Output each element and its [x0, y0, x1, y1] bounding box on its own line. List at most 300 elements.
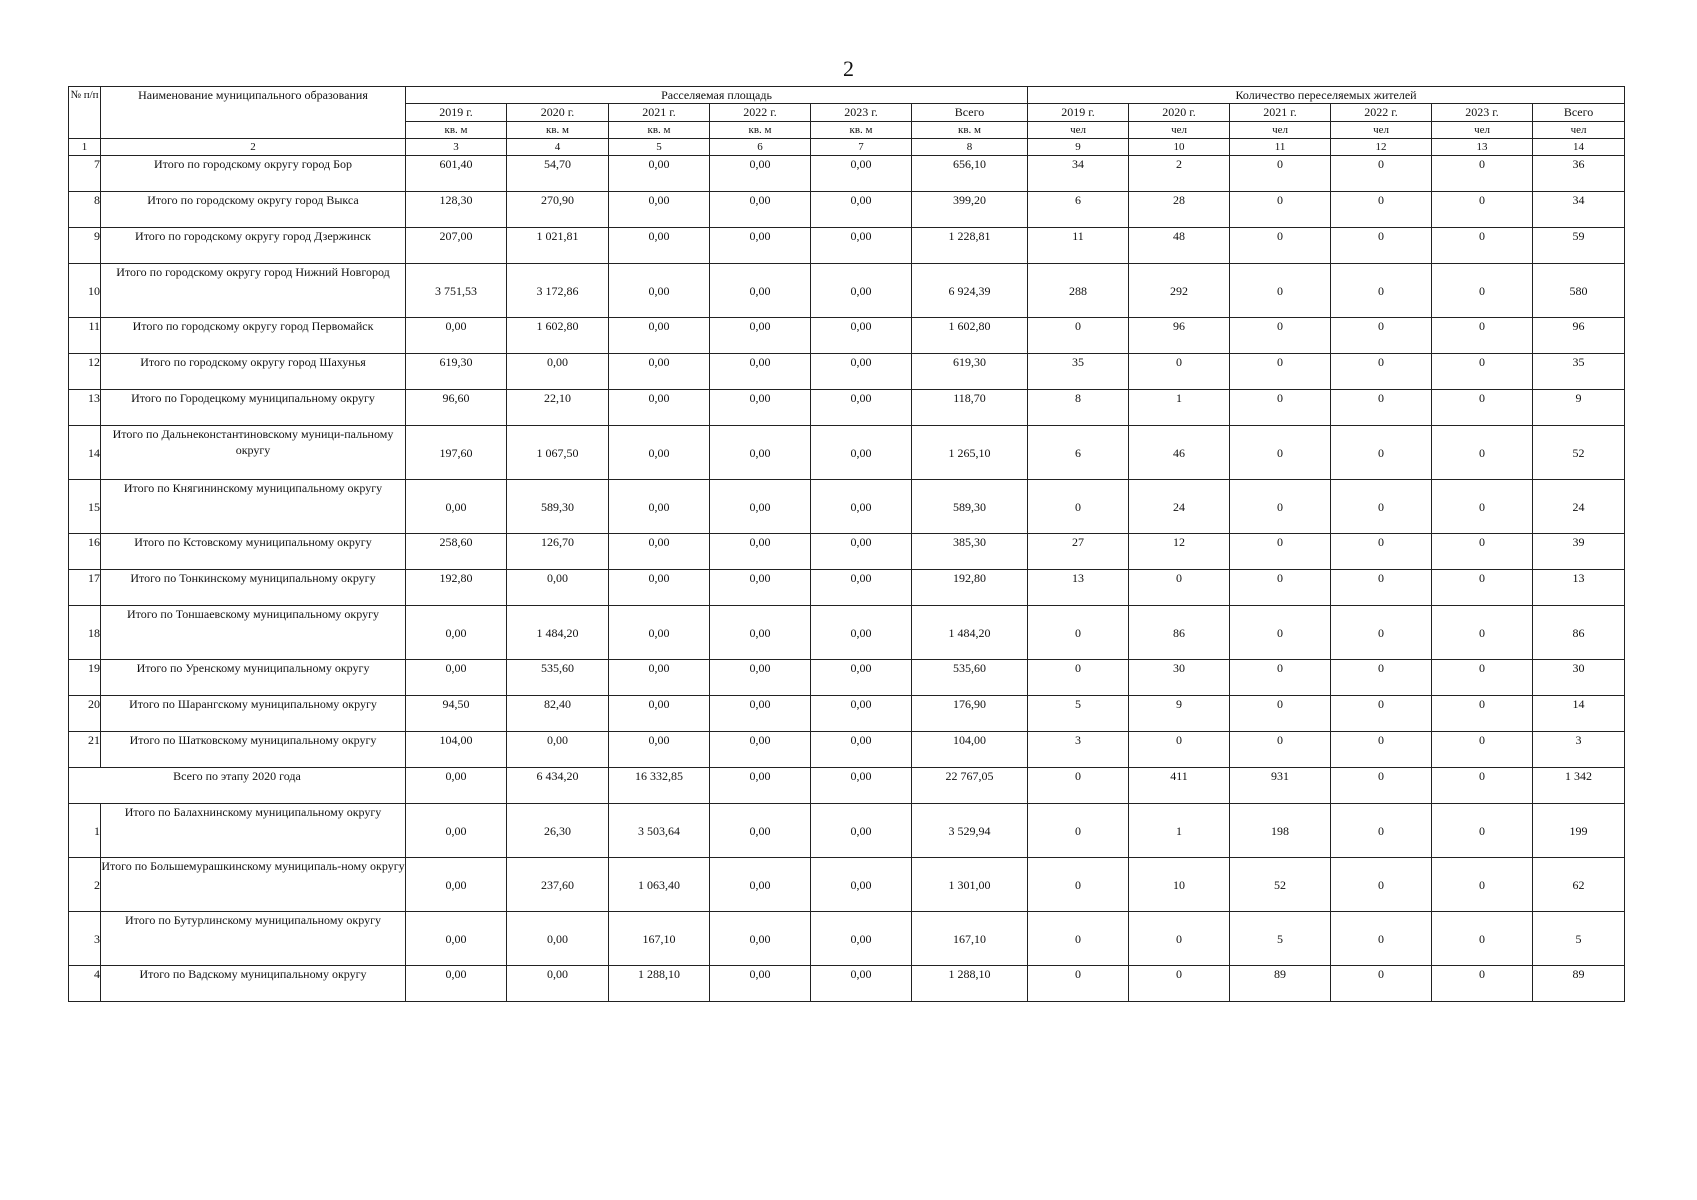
- header-area-group: Расселяемая площадь: [406, 87, 1028, 104]
- area-value: 167,10: [912, 912, 1028, 966]
- residents-value: 0: [1331, 732, 1432, 768]
- area-value: 0,00: [406, 606, 507, 660]
- header-unit: чел: [1129, 122, 1230, 139]
- area-value: 104,00: [912, 732, 1028, 768]
- residents-value: 0: [1432, 606, 1533, 660]
- area-value: 270,90: [507, 192, 609, 228]
- row-number: 21: [69, 732, 101, 768]
- residents-value: 6: [1028, 192, 1129, 228]
- column-number: 10: [1129, 139, 1230, 156]
- residents-value: 1: [1129, 804, 1230, 858]
- column-number: 14: [1533, 139, 1625, 156]
- area-value: 0,00: [811, 912, 912, 966]
- row-number: 16: [69, 534, 101, 570]
- area-value: 0,00: [710, 732, 811, 768]
- residents-value: 89: [1230, 966, 1331, 1002]
- area-value: 22,10: [507, 390, 609, 426]
- column-number: 8: [912, 139, 1028, 156]
- residents-value: 0: [1028, 480, 1129, 534]
- table-row: [69, 804, 1625, 858]
- residents-value: 0: [1129, 966, 1230, 1002]
- area-value: 0,00: [609, 480, 710, 534]
- table-row: [69, 390, 1625, 426]
- residents-value: 12: [1129, 534, 1230, 570]
- residents-value: 96: [1129, 318, 1230, 354]
- area-value: 0,00: [609, 660, 710, 696]
- residents-value: 0: [1432, 156, 1533, 192]
- residents-value: 0: [1432, 966, 1533, 1002]
- row-number: 3: [69, 912, 101, 966]
- area-value: 1 602,80: [507, 318, 609, 354]
- area-value: 3 529,94: [912, 804, 1028, 858]
- table-row: [69, 480, 1625, 534]
- header-num: № п/п: [69, 87, 101, 139]
- area-value: 0,00: [406, 660, 507, 696]
- header-year: Всего: [1533, 104, 1625, 122]
- column-number: 4: [507, 139, 609, 156]
- municipality-name: Итого по Бутурлинскому муниципальному округу: [101, 912, 406, 966]
- area-value: 0,00: [710, 228, 811, 264]
- residents-total-value: 0: [1432, 768, 1533, 804]
- residents-value: 0: [1432, 660, 1533, 696]
- table-row: [69, 570, 1625, 606]
- area-value: 258,60: [406, 534, 507, 570]
- table-row: [69, 912, 1625, 966]
- residents-value: 52: [1533, 426, 1625, 480]
- residents-value: 0: [1331, 534, 1432, 570]
- column-number: 3: [406, 139, 507, 156]
- residents-value: 0: [1028, 606, 1129, 660]
- residents-value: 0: [1230, 606, 1331, 660]
- residents-value: 0: [1331, 858, 1432, 912]
- residents-value: 48: [1129, 228, 1230, 264]
- area-total-value: 0,00: [710, 768, 811, 804]
- area-total-value: 6 434,20: [507, 768, 609, 804]
- area-value: 0,00: [811, 318, 912, 354]
- residents-value: 62: [1533, 858, 1625, 912]
- stage-total-label: Всего по этапу 2020 года: [69, 768, 406, 804]
- residents-value: 0: [1028, 858, 1129, 912]
- row-number: 19: [69, 660, 101, 696]
- area-value: 1 063,40: [609, 858, 710, 912]
- area-value: 0,00: [811, 426, 912, 480]
- stage-total-row: [69, 768, 1625, 804]
- area-value: 0,00: [710, 426, 811, 480]
- area-value: 0,00: [710, 912, 811, 966]
- residents-value: 86: [1129, 606, 1230, 660]
- column-number: 5: [609, 139, 710, 156]
- residents-value: 0: [1432, 912, 1533, 966]
- area-value: 1 021,81: [507, 228, 609, 264]
- area-value: 0,00: [811, 156, 912, 192]
- residents-value: 0: [1432, 228, 1533, 264]
- area-value: 0,00: [811, 660, 912, 696]
- residents-value: 96: [1533, 318, 1625, 354]
- municipality-name: Итого по Тонкинскому муниципальному округу: [101, 570, 406, 606]
- area-value: 399,20: [912, 192, 1028, 228]
- area-value: 0,00: [811, 390, 912, 426]
- header-unit: кв. м: [912, 122, 1028, 139]
- area-value: 0,00: [609, 264, 710, 318]
- header-year: 2022 г.: [1331, 104, 1432, 122]
- header-unit: кв. м: [406, 122, 507, 139]
- table-row: [69, 732, 1625, 768]
- residents-value: 0: [1230, 354, 1331, 390]
- municipality-name: Итого по Дальнеконстантиновскому муници-пальному округу: [101, 426, 406, 480]
- area-value: 0,00: [406, 480, 507, 534]
- area-value: 0,00: [609, 570, 710, 606]
- table-row: [69, 354, 1625, 390]
- area-value: 0,00: [811, 858, 912, 912]
- area-value: 589,30: [507, 480, 609, 534]
- residents-value: 0: [1230, 426, 1331, 480]
- column-number: 9: [1028, 139, 1129, 156]
- area-value: 1 301,00: [912, 858, 1028, 912]
- area-value: 0,00: [406, 804, 507, 858]
- table-row: [69, 426, 1625, 480]
- residents-value: 24: [1129, 480, 1230, 534]
- header-unit: чел: [1432, 122, 1533, 139]
- column-number: 11: [1230, 139, 1331, 156]
- row-number: 17: [69, 570, 101, 606]
- residents-value: 30: [1129, 660, 1230, 696]
- residents-value: 5: [1533, 912, 1625, 966]
- header-name: Наименование муниципального образования: [101, 87, 406, 139]
- municipality-name: Итого по Уренскому муниципальному округу: [101, 660, 406, 696]
- residents-value: 35: [1533, 354, 1625, 390]
- municipality-name: Итого по Шатковскому муниципальному округу: [101, 732, 406, 768]
- residents-value: 288: [1028, 264, 1129, 318]
- header-unit: чел: [1331, 122, 1432, 139]
- area-value: 0,00: [609, 606, 710, 660]
- area-value: 1 288,10: [912, 966, 1028, 1002]
- residents-value: 11: [1028, 228, 1129, 264]
- residents-value: 0: [1331, 696, 1432, 732]
- area-value: 619,30: [406, 354, 507, 390]
- area-value: 601,40: [406, 156, 507, 192]
- area-value: 0,00: [507, 966, 609, 1002]
- residents-value: 0: [1331, 228, 1432, 264]
- residents-value: 0: [1432, 354, 1533, 390]
- row-number: 18: [69, 606, 101, 660]
- residents-value: 580: [1533, 264, 1625, 318]
- table-row: [69, 858, 1625, 912]
- row-number: 1: [69, 804, 101, 858]
- residents-value: 86: [1533, 606, 1625, 660]
- area-value: 118,70: [912, 390, 1028, 426]
- residents-value: 199: [1533, 804, 1625, 858]
- residents-value: 0: [1230, 696, 1331, 732]
- residents-total-value: 1 342: [1533, 768, 1625, 804]
- municipality-name: Итого по Кстовскому муниципальному округу: [101, 534, 406, 570]
- area-value: 619,30: [912, 354, 1028, 390]
- residents-value: 30: [1533, 660, 1625, 696]
- residents-value: 0: [1230, 264, 1331, 318]
- table-row: [69, 534, 1625, 570]
- residents-value: 89: [1533, 966, 1625, 1002]
- residents-value: 198: [1230, 804, 1331, 858]
- residents-value: 0: [1331, 264, 1432, 318]
- residents-value: 0: [1331, 390, 1432, 426]
- header-year: 2021 г.: [1230, 104, 1331, 122]
- header-unit: чел: [1028, 122, 1129, 139]
- residents-value: 36: [1533, 156, 1625, 192]
- area-total-value: 16 332,85: [609, 768, 710, 804]
- area-value: 1 228,81: [912, 228, 1028, 264]
- row-number: 10: [69, 264, 101, 318]
- residents-value: 59: [1533, 228, 1625, 264]
- residents-value: 8: [1028, 390, 1129, 426]
- area-value: 0,00: [710, 480, 811, 534]
- residents-value: 27: [1028, 534, 1129, 570]
- area-value: 385,30: [912, 534, 1028, 570]
- area-value: 128,30: [406, 192, 507, 228]
- area-value: 0,00: [609, 696, 710, 732]
- area-value: 0,00: [406, 966, 507, 1002]
- table-row: [69, 660, 1625, 696]
- residents-total-value: 0: [1028, 768, 1129, 804]
- municipality-name: Итого по Балахнинскому муниципальному округу: [101, 804, 406, 858]
- area-value: 237,60: [507, 858, 609, 912]
- municipality-name: Итого по Вадскому муниципальному округу: [101, 966, 406, 1002]
- residents-value: 0: [1230, 534, 1331, 570]
- column-number: 1: [69, 139, 101, 156]
- area-value: 0,00: [507, 732, 609, 768]
- municipality-name: Итого по Княгининскому муниципальному округу: [101, 480, 406, 534]
- residents-value: 0: [1331, 192, 1432, 228]
- area-value: 167,10: [609, 912, 710, 966]
- residents-value: 0: [1230, 390, 1331, 426]
- header-year: 2019 г.: [406, 104, 507, 122]
- residents-value: 2: [1129, 156, 1230, 192]
- residents-value: 0: [1129, 732, 1230, 768]
- area-value: 192,80: [912, 570, 1028, 606]
- area-value: 0,00: [710, 390, 811, 426]
- area-value: 535,60: [912, 660, 1028, 696]
- area-value: 656,10: [912, 156, 1028, 192]
- column-number: 12: [1331, 139, 1432, 156]
- residents-value: 0: [1331, 156, 1432, 192]
- page-number: 2: [843, 56, 854, 81]
- area-value: 0,00: [710, 570, 811, 606]
- area-value: 0,00: [710, 606, 811, 660]
- residents-value: 34: [1533, 192, 1625, 228]
- residents-value: 0: [1432, 390, 1533, 426]
- residents-value: 0: [1432, 480, 1533, 534]
- area-value: 1 602,80: [912, 318, 1028, 354]
- area-value: 82,40: [507, 696, 609, 732]
- residents-value: 0: [1230, 192, 1331, 228]
- row-number: 14: [69, 426, 101, 480]
- header-unit: чел: [1533, 122, 1625, 139]
- area-value: 96,60: [406, 390, 507, 426]
- area-value: 0,00: [609, 318, 710, 354]
- residents-value: 0: [1230, 732, 1331, 768]
- residents-value: 34: [1028, 156, 1129, 192]
- residents-value: 0: [1129, 570, 1230, 606]
- area-value: 54,70: [507, 156, 609, 192]
- area-value: 94,50: [406, 696, 507, 732]
- area-value: 0,00: [811, 264, 912, 318]
- residents-total-value: 411: [1129, 768, 1230, 804]
- residents-value: 14: [1533, 696, 1625, 732]
- municipality-name: Итого по городскому округу город Выкса: [101, 192, 406, 228]
- table-row: [69, 696, 1625, 732]
- municipality-name: Итого по городскому округу город Первомайск: [101, 318, 406, 354]
- area-total-value: 22 767,05: [912, 768, 1028, 804]
- area-value: 0,00: [710, 156, 811, 192]
- area-value: 0,00: [406, 912, 507, 966]
- area-value: 26,30: [507, 804, 609, 858]
- area-value: 0,00: [811, 606, 912, 660]
- area-value: 0,00: [811, 534, 912, 570]
- residents-value: 0: [1331, 354, 1432, 390]
- residents-value: 0: [1432, 192, 1533, 228]
- row-number: 13: [69, 390, 101, 426]
- residents-value: 0: [1331, 966, 1432, 1002]
- area-value: 0,00: [811, 228, 912, 264]
- area-value: 0,00: [609, 192, 710, 228]
- area-value: 0,00: [710, 696, 811, 732]
- residents-value: 6: [1028, 426, 1129, 480]
- area-value: 0,00: [710, 534, 811, 570]
- area-value: 0,00: [811, 480, 912, 534]
- area-value: 3 503,64: [609, 804, 710, 858]
- area-value: 0,00: [609, 354, 710, 390]
- residents-value: 9: [1533, 390, 1625, 426]
- row-number: 20: [69, 696, 101, 732]
- residents-value: 0: [1230, 228, 1331, 264]
- row-number: 11: [69, 318, 101, 354]
- residents-value: 35: [1028, 354, 1129, 390]
- area-value: 126,70: [507, 534, 609, 570]
- municipality-name: Итого по Большемурашкинскому муниципаль-ному округу: [101, 858, 406, 912]
- residents-value: 0: [1230, 570, 1331, 606]
- area-value: 1 484,20: [912, 606, 1028, 660]
- area-value: 0,00: [609, 534, 710, 570]
- resettlement-table: [68, 86, 1625, 1002]
- header-year: 2023 г.: [1432, 104, 1533, 122]
- municipality-name: Итого по городскому округу город Нижний Новгород: [101, 264, 406, 318]
- residents-value: 13: [1028, 570, 1129, 606]
- area-value: 6 924,39: [912, 264, 1028, 318]
- municipality-name: Итого по городскому округу город Бор: [101, 156, 406, 192]
- residents-value: 0: [1028, 966, 1129, 1002]
- residents-value: 0: [1432, 804, 1533, 858]
- area-value: 0,00: [609, 228, 710, 264]
- municipality-name: Итого по городскому округу город Шахунья: [101, 354, 406, 390]
- table-row: [69, 318, 1625, 354]
- area-value: 0,00: [710, 192, 811, 228]
- area-value: 1 288,10: [609, 966, 710, 1002]
- row-number: 2: [69, 858, 101, 912]
- row-number: 8: [69, 192, 101, 228]
- column-number: 6: [710, 139, 811, 156]
- area-value: 192,80: [406, 570, 507, 606]
- area-value: 0,00: [710, 858, 811, 912]
- area-value: 0,00: [609, 732, 710, 768]
- header-year: 2020 г.: [1129, 104, 1230, 122]
- residents-value: 0: [1432, 696, 1533, 732]
- residents-value: 292: [1129, 264, 1230, 318]
- area-value: 0,00: [507, 912, 609, 966]
- column-number: 13: [1432, 139, 1533, 156]
- residents-value: 13: [1533, 570, 1625, 606]
- municipality-name: Итого по Шарангскому муниципальному округу: [101, 696, 406, 732]
- residents-value: 0: [1230, 318, 1331, 354]
- area-value: 0,00: [811, 732, 912, 768]
- area-value: 0,00: [710, 804, 811, 858]
- residents-value: 1: [1129, 390, 1230, 426]
- header-year: Всего: [912, 104, 1028, 122]
- residents-value: 0: [1028, 318, 1129, 354]
- municipality-name: Итого по Тоншаевскому муниципальному округу: [101, 606, 406, 660]
- area-value: 0,00: [811, 192, 912, 228]
- row-number: 12: [69, 354, 101, 390]
- residents-value: 3: [1533, 732, 1625, 768]
- row-number: 4: [69, 966, 101, 1002]
- area-value: 0,00: [811, 966, 912, 1002]
- residents-value: 0: [1230, 156, 1331, 192]
- residents-value: 5: [1230, 912, 1331, 966]
- area-value: 0,00: [811, 354, 912, 390]
- residents-value: 0: [1230, 660, 1331, 696]
- residents-value: 0: [1331, 660, 1432, 696]
- table-row: [69, 264, 1625, 318]
- area-value: 3 751,53: [406, 264, 507, 318]
- area-value: 176,90: [912, 696, 1028, 732]
- row-number: 15: [69, 480, 101, 534]
- residents-value: 0: [1331, 912, 1432, 966]
- residents-value: 0: [1230, 480, 1331, 534]
- residents-value: 0: [1028, 660, 1129, 696]
- residents-total-value: 0: [1331, 768, 1432, 804]
- residents-value: 0: [1331, 804, 1432, 858]
- residents-value: 0: [1432, 732, 1533, 768]
- residents-value: 0: [1331, 426, 1432, 480]
- residents-value: 46: [1129, 426, 1230, 480]
- area-value: 1 067,50: [507, 426, 609, 480]
- header-year: 2023 г.: [811, 104, 912, 122]
- header-year: 2020 г.: [507, 104, 609, 122]
- header-unit: кв. м: [811, 122, 912, 139]
- area-value: 0,00: [609, 390, 710, 426]
- table-row: [69, 966, 1625, 1002]
- area-total-value: 0,00: [406, 768, 507, 804]
- table-row: [69, 228, 1625, 264]
- area-value: 0,00: [406, 858, 507, 912]
- residents-value: 0: [1331, 480, 1432, 534]
- residents-value: 0: [1129, 912, 1230, 966]
- residents-value: 0: [1331, 570, 1432, 606]
- area-value: 0,00: [811, 804, 912, 858]
- column-number: 2: [101, 139, 406, 156]
- row-number: 7: [69, 156, 101, 192]
- residents-value: 0: [1432, 858, 1533, 912]
- area-value: 0,00: [609, 426, 710, 480]
- residents-value: 10: [1129, 858, 1230, 912]
- header-unit: кв. м: [507, 122, 609, 139]
- area-value: 589,30: [912, 480, 1028, 534]
- residents-value: 52: [1230, 858, 1331, 912]
- area-value: 0,00: [710, 660, 811, 696]
- residents-value: 0: [1028, 912, 1129, 966]
- header-year: 2019 г.: [1028, 104, 1129, 122]
- area-value: 0,00: [710, 354, 811, 390]
- area-value: 0,00: [811, 696, 912, 732]
- header-unit: кв. м: [710, 122, 811, 139]
- residents-value: 0: [1432, 426, 1533, 480]
